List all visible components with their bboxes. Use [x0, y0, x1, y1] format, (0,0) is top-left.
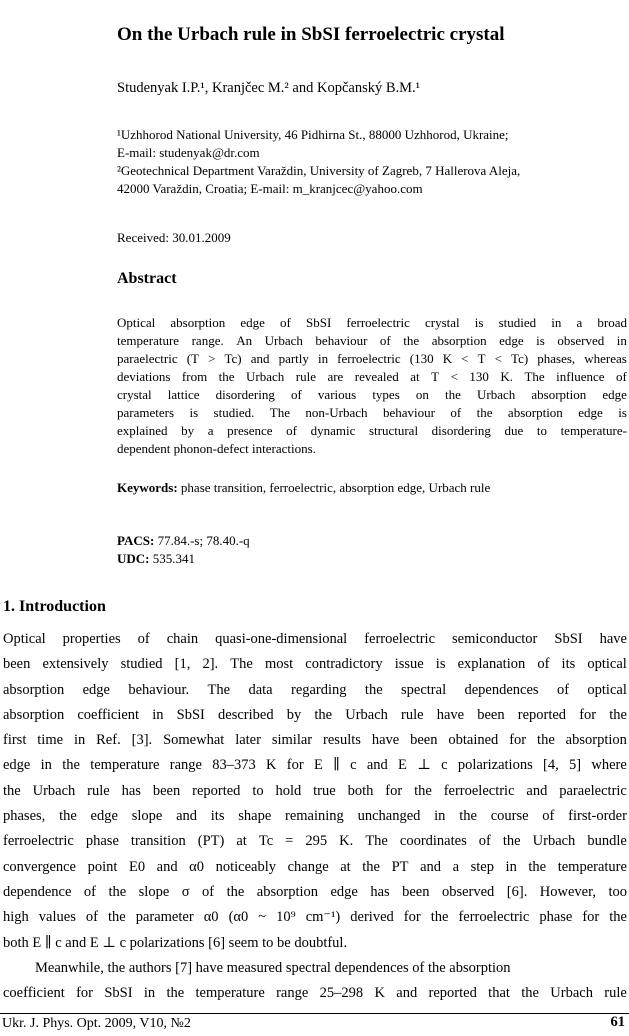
- pacs-text: 77.84.-s; 78.40.-q: [154, 533, 250, 548]
- abstract-body: [117, 314, 627, 458]
- abstract-line: crystal lattice disordering of various types on the Urbach absorption edge: [117, 387, 627, 402]
- body-line: the Urbach rule has been reported to hold true both for the ferroelectric and paraelectric: [3, 782, 627, 799]
- body-line: coefficient for SbSI in the temperature range 25–298 K and reported that the Urbach rule: [3, 985, 627, 1002]
- body-line: high values of the parameter α0 (α0 ~ 10⁹ cm⁻¹) derived for the ferroelectric phase for the: [3, 909, 627, 926]
- abstract-line: Optical absorption edge of SbSI ferroelectric crystal is studied in a broad: [117, 315, 627, 330]
- abstract-line: parameters is studied. The non-Urbach behaviour of the absorption edge is: [117, 405, 627, 420]
- affiliation-line: E-mail: studenyak@dr.com: [117, 145, 260, 160]
- received-date: Received: 30.01.2009: [117, 230, 231, 245]
- body-line: been extensively studied [1, 2]. The most contradictory issue is explanation of its optical: [3, 656, 627, 673]
- section-heading: 1. Introduction: [3, 598, 106, 615]
- abstract-line: paraelectric (T > Tc) and partly in ferroelectric (130 K < T < Tc) phases, whereas: [117, 351, 627, 366]
- affiliation-line: ²Geotechnical Department Varaždin, University of Zagreb, 7 Hallerova Aleja,: [117, 163, 521, 178]
- keywords: [117, 480, 490, 496]
- introduction-body: [3, 627, 627, 1006]
- body-line: dependence of the slope σ of the absorption edge has been observed [6]. However, too: [3, 883, 627, 900]
- body-line: convergence point E0 and α0 noticeably change at the PT and a step in the temperature: [3, 858, 627, 875]
- keywords-label: Keywords:: [117, 480, 178, 495]
- page-number: 61: [610, 1014, 625, 1030]
- body-line: ferroelectric phase transition (PT) at Tc = 295 K. The coordinates of the Urbach bundle: [3, 833, 627, 850]
- affiliations: [117, 126, 622, 198]
- abstract-line: temperature range. An Urbach behaviour of the absorption edge is observed in: [117, 333, 627, 348]
- body-line: phases, the edge slope and its shape remaining unchanged in the course of first-order: [3, 808, 627, 825]
- body-line: absorption edge behaviour. The data regarding the spectral dependences of optical: [3, 681, 627, 698]
- abstract-line: explained by a presence of dynamic structural disordering due to temperature-: [117, 423, 627, 438]
- udc-text: 535.341: [149, 551, 195, 566]
- body-line: both E ∥ c and E ⊥ c polarizations [6] seem to be doubtful.: [3, 934, 348, 951]
- body-line: first time in Ref. [3]. Somewhat later similar results have been obtained for the absorption: [3, 732, 627, 749]
- udc-label: UDC:: [117, 551, 150, 566]
- body-line: edge in the temperature range 83–373 K for E ∥ c and E ⊥ c polarizations [4, 5] where: [3, 757, 627, 774]
- paper-title: On the Urbach rule in SbSI ferroelectric crystal: [117, 24, 505, 45]
- affiliation-line: ¹Uzhhorod National University, 46 Pidhirna St., 88000 Uzhhorod, Ukraine;: [117, 127, 509, 142]
- affiliation-line: 42000 Varaždin, Croatia; E-mail: m_kranjcec@yahoo.com: [117, 181, 423, 196]
- abstract-line: dependent phonon-defect interactions.: [117, 441, 316, 456]
- footer-rule: [0, 1013, 629, 1014]
- abstract-heading: Abstract: [117, 270, 177, 287]
- pacs-label: PACS:: [117, 533, 155, 548]
- body-line: absorption coefficient in SbSI described by the Urbach rule have been reported for the: [3, 706, 627, 723]
- classification-codes: [117, 532, 250, 568]
- body-line: Meanwhile, the authors [7] have measured spectral dependences of the absorption: [35, 959, 511, 976]
- keywords-text: phase transition, ferroelectric, absorption edge, Urbach rule: [177, 480, 491, 495]
- journal-citation: Ukr. J. Phys. Opt. 2009, V10, №2: [2, 1016, 191, 1031]
- body-line: Optical properties of chain quasi-one-dimensional ferroelectric semiconductor SbSI have: [3, 631, 627, 647]
- abstract-line: deviations from the Urbach rule are revealed at T < 130 K. The influence of: [117, 369, 627, 384]
- author-list: Studenyak I.P.¹, Kranjčec M.² and Kopčanský B.M.¹: [117, 80, 420, 96]
